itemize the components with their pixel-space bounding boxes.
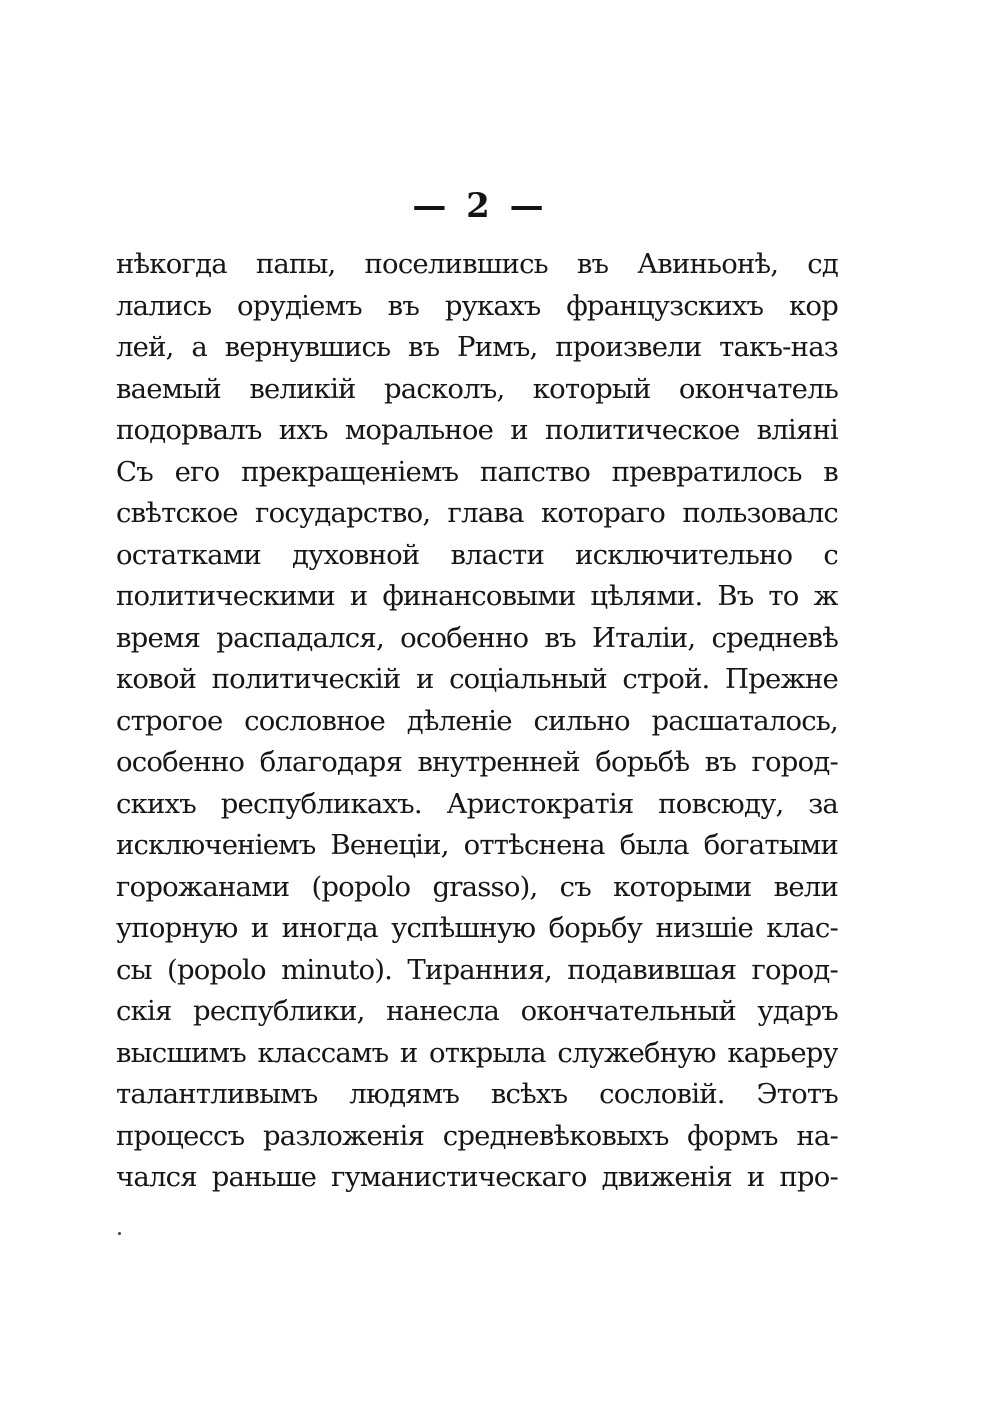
text-line: скія республики, нанесла окончательный ударъ <box>116 995 838 1027</box>
text-line: особенно благодаря внутренней борьбѣ въ город- <box>116 746 838 778</box>
text-line: сы (popolo minuto). Тиранния, подавившая город- <box>116 953 838 986</box>
body-text <box>116 244 838 1204</box>
text-line: нѣкогда папы, поселившись въ Авиньонѣ, сд <box>116 248 838 280</box>
text-line: остатками духовной власти исключительно с <box>116 538 838 571</box>
text-line: горожанами (popolo grasso), съ которыми вели <box>116 870 838 903</box>
text-line: свѣтское государство, глава котораго пользовалс <box>116 497 838 529</box>
text-line: высшимъ классамъ и открыла служебную карьеру <box>116 1036 838 1069</box>
text-line: ковой политическій и соціальный строй. Прежне <box>116 663 838 695</box>
text-line: упорную и иногда успѣшную борьбу низшіе клас- <box>116 912 838 944</box>
text-line: лались орудіемъ въ рукахъ французскихъ кор <box>116 289 838 322</box>
text-line: Съ его прекращеніемъ папство превратилось в <box>116 455 838 488</box>
ink-speck <box>118 1232 121 1235</box>
text-line: исключеніемъ Венеціи, оттѣснена была богатыми <box>116 829 838 861</box>
text-line: ваемый великій расколъ, который окончатель <box>116 372 838 405</box>
text-line: политическими и финансовыми цѣлями. Въ то ж <box>116 580 838 612</box>
text-line: лей, а вернувшись въ Римъ, произвели такъ-наз <box>116 331 838 363</box>
text-line: чался раньше гуманистическаго движенія и про- <box>116 1161 838 1193</box>
text-line: время распадался, особенно въ Италіи, средневѣ <box>116 621 838 654</box>
text-line: подорвалъ ихъ моральное и политическое вліяні <box>116 414 838 446</box>
text-line: строгое сословное дѣленіе сильно расшаталось, <box>116 704 838 737</box>
text-line: процессъ разложенія средневѣковыхъ формъ на- <box>116 1119 838 1152</box>
text-line: талантливымъ людямъ всѣхъ сословій. Этотъ <box>116 1078 838 1110</box>
page-number: — 2 — <box>412 186 548 226</box>
text-line: скихъ республикахъ. Аристократія повсюду, за <box>116 787 838 820</box>
